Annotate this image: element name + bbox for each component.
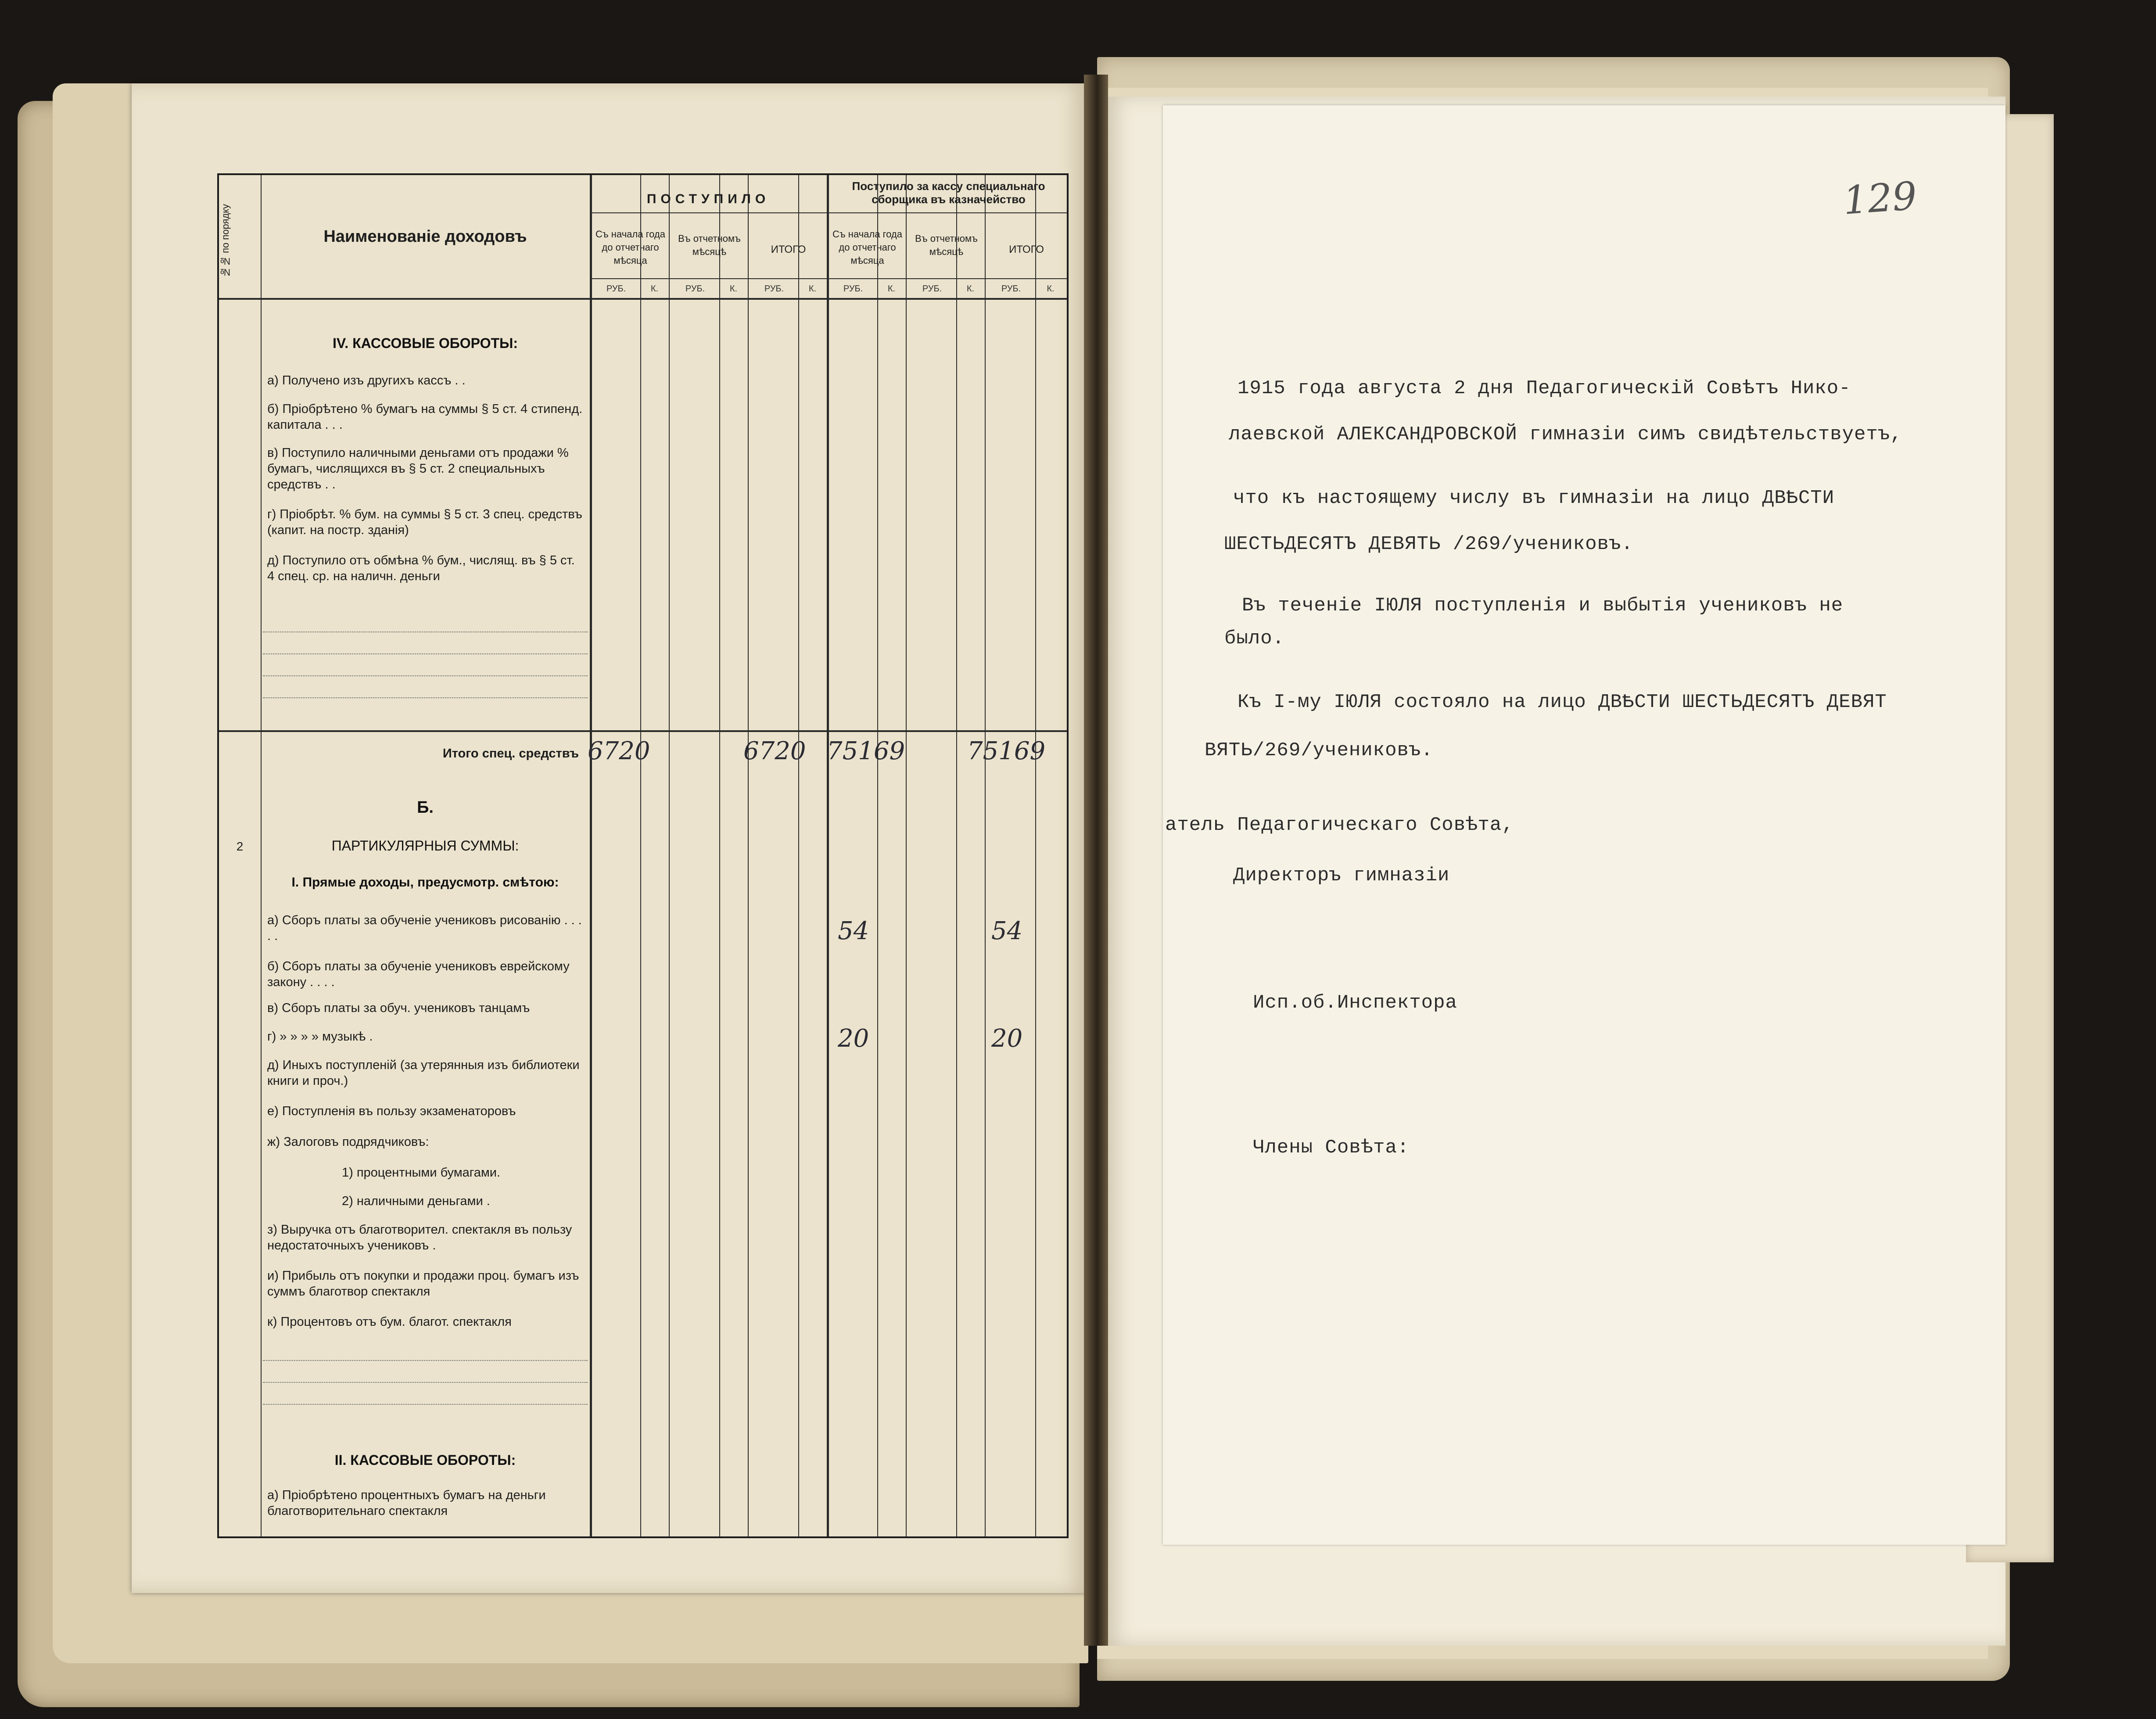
typed-line: было. (1224, 628, 1285, 650)
section-iv-item: г) Пріобрѣт. % бум. на суммы § 5 ст. 3 спец. средствъ (капит. на постр. зданія) (267, 507, 582, 537)
col-line (748, 175, 749, 1536)
unit-rub: РУБ. (764, 284, 784, 294)
hand-drawing-fee-1: 54 (838, 917, 869, 945)
section-b-item: б) Сборъ платы за обученіе учениковъ еврейскому закону . . . . (267, 959, 570, 989)
col-line (590, 175, 592, 1536)
typed-line: Въ теченіе ІЮЛЯ поступленія и выбытія учениковъ не (1242, 595, 1844, 617)
page-number: 129 (1841, 173, 1919, 223)
section-iv-item: д) Поступило отъ обмѣна % бум., числящ. въ § 5 ст. 4 спец. ср. на наличн. деньги (267, 553, 575, 583)
hand-total-3: 75169 (827, 737, 905, 765)
sub-in-month: Въ отчетномъ мѣсяцѣ (678, 233, 741, 257)
hand-music-fee-1: 20 (838, 1024, 869, 1053)
total-line (219, 730, 1067, 732)
col-line (798, 175, 799, 1536)
sub-from-start: Съ начала года до отчетнаго мѣсяца (596, 229, 665, 266)
section-iv-item: б) Пріобрѣтено % бумагъ на суммы § 5 ст. 4 стипенд. капитала . . . (267, 402, 583, 432)
hand-total-4: 75169 (967, 737, 1046, 765)
section-b-item: г) » » » » музыкѣ . (267, 1030, 373, 1044)
col-line (877, 175, 878, 1536)
book-gutter (1084, 75, 1108, 1646)
typed-line: 1915 года августа 2 дня Педагогическій Совѣтъ Нико- (1238, 377, 1851, 399)
typed-line: лаевской АЛЕКСАНДРОВСКОЙ гимназіи симъ свидѣтельствуетъ, (1229, 423, 1902, 445)
section-b-subtitle: I. Прямые доходы, предусмотр. смѣтою: (291, 875, 559, 890)
section-b-item: д) Иныхъ поступленій (за утерянныя изъ библиотеки книги и проч.) (267, 1058, 580, 1088)
unit-rub: РУБ. (1001, 284, 1021, 294)
sub-total: ИТОГО (771, 244, 806, 255)
signature-line: Члены Совѣта: (1253, 1137, 1410, 1159)
sub-total-2: ИТОГО (1009, 244, 1044, 255)
unit-kop: К. (966, 284, 975, 294)
col-line (827, 175, 829, 1536)
section-iv-item: а) Получено изъ другихъ кассъ . . (267, 373, 466, 388)
unit-rub: РУБ. (922, 284, 942, 294)
signature-line: атель Педагогическаго Совѣта, (1165, 814, 1514, 836)
hand-music-fee-2: 20 (991, 1024, 1023, 1053)
unit-kop: К. (1047, 284, 1055, 294)
hand-total-1: 6720 (588, 737, 650, 765)
col-line (669, 175, 670, 1536)
section-b-item: ж) Залоговъ подрядчиковъ: (267, 1135, 429, 1149)
section-b-item: к) Процентовъ отъ бум. благот. спектакля (267, 1315, 512, 1329)
section-iv-title: IV. КАССОВЫЕ ОБОРОТЫ: (332, 335, 518, 351)
typed-line: что къ настоящему числу въ гимназіи на лицо ДВѢСТИ (1233, 487, 1835, 509)
typed-line: Къ І-му ІЮЛЯ состояло на лицо ДВѢСТИ ШЕСТЬДЕСЯТЪ ДЕВЯТ (1238, 691, 1887, 713)
col-line (1035, 175, 1036, 1536)
col-line (906, 175, 907, 1536)
unit-rub: РУБ. (606, 284, 626, 294)
row-number: 2 (236, 840, 244, 853)
col-line (956, 175, 957, 1536)
typed-line: ШЕСТЬДЕСЯТЪ ДЕВЯТЬ /269/учениковъ. (1224, 533, 1633, 555)
treasury-header: Поступило за кассу специальнаго сборщика въ казначейство (852, 179, 1045, 206)
section-iv-item: в) Поступило наличными деньгами отъ продажи % бумагъ, числящихся въ § 5 ст. 2 специальныхъ средствъ . . (267, 446, 569, 492)
unit-rub: РУБ. (685, 284, 705, 294)
signature-line: Исп.об.Инспектора (1253, 992, 1457, 1014)
signature-line: Директоръ гимназіи (1233, 865, 1450, 886)
unit-kop: К. (887, 284, 896, 294)
col-name-header: Наименованіе доходовъ (323, 227, 527, 246)
section-b-item: е) Поступленія въ пользу экзаменаторовъ (267, 1104, 516, 1118)
section-b-item: а) Сборъ платы за обученіе учениковъ рисованію . . . . . (267, 913, 582, 943)
section-b-letter: Б. (417, 798, 434, 817)
received-header: ПОСТУПИЛО (646, 192, 770, 206)
unit-rub: РУБ. (843, 284, 863, 294)
col-line (985, 175, 986, 1536)
unit-kop: К. (650, 284, 659, 294)
ledger-table (217, 173, 1069, 1538)
col-number-header: №№ по порядку (220, 204, 231, 278)
section-b-item: 1) процентными бумагами. (342, 1166, 501, 1180)
section-b-title: ПАРТИКУЛЯРНЫЯ СУММЫ: (331, 838, 519, 854)
section-b-item: з) Выручка отъ благотворител. спектакля въ пользу недостаточныхъ учениковъ . (267, 1223, 572, 1252)
typed-line: ВЯТЬ/269/учениковъ. (1205, 739, 1433, 761)
hand-drawing-fee-2: 54 (991, 917, 1023, 945)
total-special-label: Итого спец. средствъ (442, 746, 579, 761)
sub-in-month-2: Въ отчетномъ мѣсяцѣ (915, 233, 978, 257)
col-line (640, 175, 641, 1536)
hand-total-2: 6720 (743, 737, 806, 765)
col-line (261, 175, 262, 1536)
sub-from-start-2: Съ начала года до отчетнаго мѣсяца (832, 229, 902, 266)
section-ii-title: II. КАССОВЫЕ ОБОРОТЫ: (334, 1452, 516, 1468)
section-b-item: и) Прибыль отъ покупки и продажи проц. бумагъ изъ суммъ благотвор спектакля (267, 1269, 579, 1299)
section-b-item: 2) наличными деньгами . (342, 1194, 490, 1208)
unit-kop: К. (729, 284, 738, 294)
section-b-item: в) Сборъ платы за обуч. учениковъ танцамъ (267, 1001, 530, 1015)
header-bottom-line (219, 298, 1067, 300)
col-line (719, 175, 720, 1536)
section-ii-item: а) Пріобрѣтено процентныхъ бумагъ на деньги благотворительнаго спектакля (267, 1488, 546, 1518)
unit-kop: К. (808, 284, 817, 294)
